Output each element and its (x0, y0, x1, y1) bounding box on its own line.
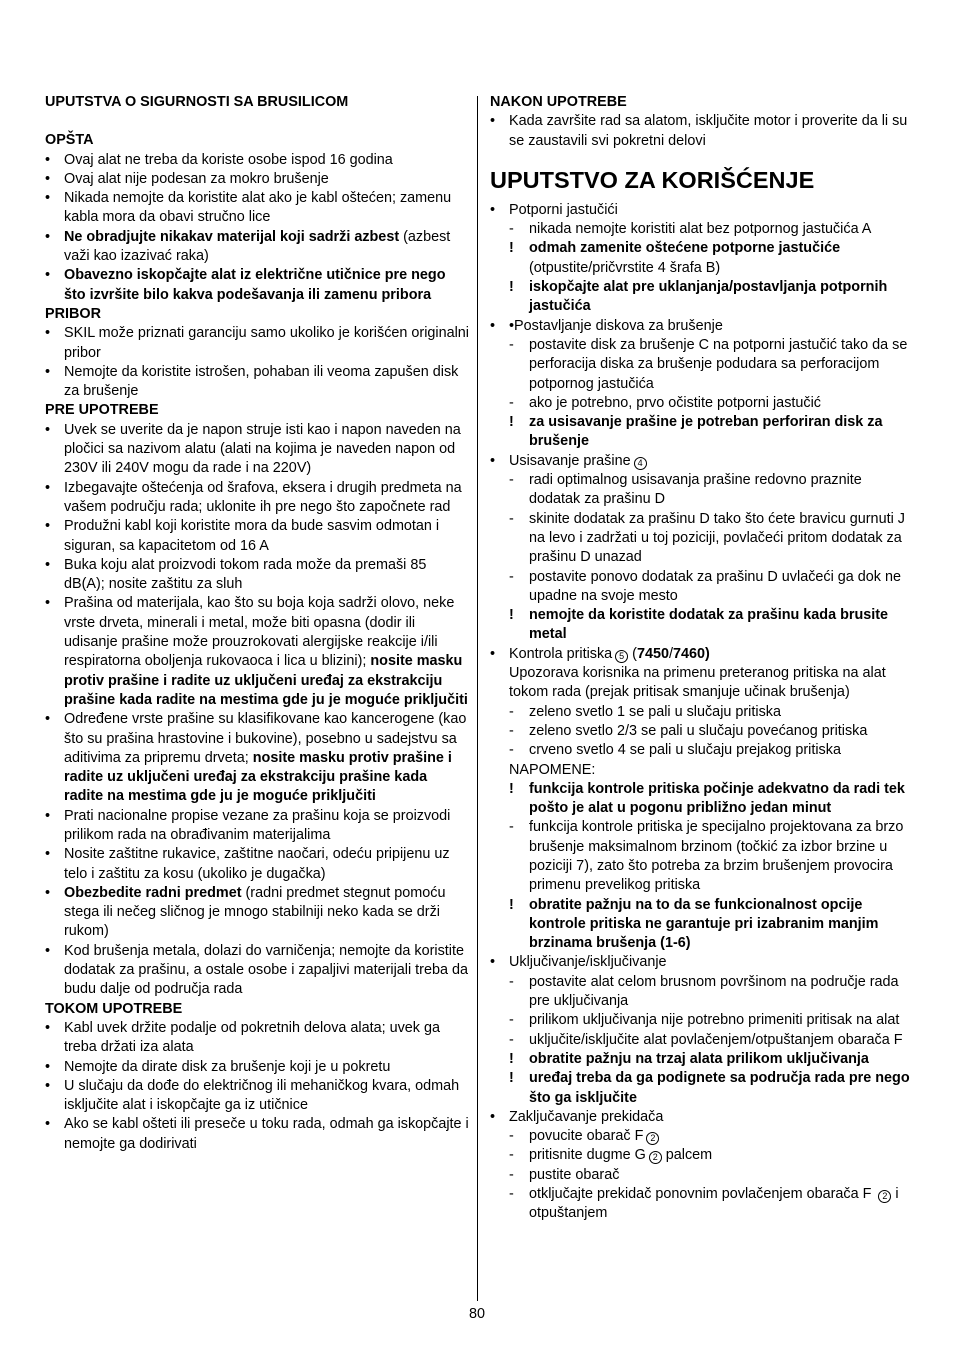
text-segment: Ovaj alat ne treba da koriste osobe ispod 16 godina (64, 151, 393, 168)
bullet-marker: • (45, 1077, 51, 1094)
dash-marker: - (509, 1186, 514, 1203)
warning-marker: ! (509, 607, 514, 624)
bullet-marker: • (45, 884, 51, 901)
text-segment: Uvek se uverite da je napon struje isti kao i napon naveden na pločici sa nazivom alatu (alati na kojima je naveden napon od 230V ili 240V mogu da rade i na 220V) (64, 421, 461, 477)
figure-ref-icon: 4 (634, 457, 647, 470)
main-title: UPUTSTVO ZA KORIŠĆENJE (490, 166, 815, 193)
bullet-marker: • (45, 518, 51, 535)
warning-item (490, 239, 914, 278)
text-segment: uređaj treba da ga podignete sa područja rada pre nego što ga isključite (529, 1070, 910, 1106)
text-segment: 7460) (673, 645, 710, 662)
bullet-marker: • (45, 421, 51, 438)
bullet-item (490, 201, 914, 220)
text-segment: Potporni jastučići (509, 201, 618, 218)
bullet-item (45, 807, 469, 846)
sub-item (490, 394, 914, 413)
text-segment: Kabl uvek držite podalje od pokretnih delova alata; uvek ga treba držati iza alata (64, 1019, 441, 1056)
sub-item (490, 1146, 914, 1165)
section-heading: PRE UPOTREBE (45, 402, 159, 419)
warning-marker: ! (509, 1050, 514, 1067)
text-segment: U slučaju da dođe do električnog ili mehaničkog kvara, odmah isključite alat i iskopčajte ga iz utičnice (64, 1077, 460, 1114)
warning-item (490, 896, 914, 954)
section-heading: PRIBOR (45, 305, 101, 322)
text-segment: za usisavanje prašine je potreban perforiran disk za brušenje (529, 414, 883, 450)
text-segment: nosite masku protiv prašine i radite uz uključeni uređaj za ekstrakciju prašine kada radite na mestima gde ju je moguće priključiti (64, 653, 468, 708)
bullet-item (490, 112, 914, 151)
bullet-marker: • (45, 1019, 51, 1036)
text-segment: NAPOMENE: (509, 761, 596, 778)
sub-item (490, 510, 914, 568)
text-segment: Kada završite rad sa alatom, isključite motor i proverite da li su se zaustavili svi pokretni delovi (509, 113, 908, 149)
text-segment: funkcija kontrole pritiska je specijalno projektovana za brzo brušenje maksimalnom brzinom (točkić za izbor brzine u poziciji 7), zato što potreba za brzim brušenjem provocira primenu prevelikog pritiska (529, 819, 904, 894)
text-segment: Izbegavajte oštećenja od šrafova, eksera i drugih predmeta na vašem području rada; uklonite ih pre nego što započnete rad (64, 479, 462, 515)
bullet-marker: • (490, 452, 496, 469)
text-segment: prilikom uključivanja nije potrebno primeniti pritisak na alat (529, 1012, 900, 1029)
left-column (45, 93, 469, 1154)
bullet-marker: • (490, 317, 496, 334)
figure-ref-icon: 2 (646, 1132, 659, 1145)
bullet-item (490, 1108, 914, 1127)
text-segment: crveno svetlo 4 se pali u slučaju prejakog pritiska (529, 742, 841, 759)
bullet-item (45, 710, 469, 806)
sub-item (490, 703, 914, 722)
text-segment: SKIL može priznati garanciju samo ukoliko je korišćen originalni pribor (64, 325, 469, 361)
sub-item (490, 973, 914, 1012)
section-heading: OPŠTA (45, 132, 94, 149)
bullet-item (45, 170, 469, 189)
bullet-marker: • (490, 201, 496, 218)
bullet-marker: • (490, 113, 496, 130)
bullet-marker: • (45, 267, 51, 284)
bullet-item (45, 266, 469, 305)
sub-item (490, 1166, 914, 1185)
sub-item (490, 818, 914, 895)
bullet-item (45, 1077, 469, 1116)
bullet-marker: • (45, 1116, 51, 1133)
text-segment: povucite obarač F (529, 1128, 644, 1145)
text-segment: zeleno svetlo 2/3 se pali u slučaju povećanog pritiska (529, 722, 868, 739)
bullet-item (45, 845, 469, 884)
bullet-marker: • (45, 595, 51, 612)
bullet-item (490, 317, 914, 336)
text-segment: nikada nemojte koristiti alat bez potpornog jastučića A (529, 221, 872, 238)
bullet-item (45, 1058, 469, 1077)
text-segment: odmah zamenite oštećene potporne jastučiće (529, 240, 841, 257)
text-segment: i otpuštanjem (529, 1186, 899, 1222)
bullet-marker: • (45, 325, 51, 342)
text-segment: pustite obarač (529, 1166, 620, 1183)
bullet-marker: • (45, 170, 51, 187)
text-segment: postavite alat celom brusnom površinom na područje rada pre uključivanja (529, 973, 899, 1010)
bullet-marker: • (45, 846, 51, 863)
text-segment: Ne obradjujte nikakav materijal koji sadrži azbest (64, 228, 400, 245)
text-segment: Produžni kabl koji koristite mora da bude sasvim odmotan i siguran, sa kapacitetom od 16 A (64, 518, 440, 554)
text-segment: Kontrola pritiska (509, 645, 613, 662)
dash-marker: - (509, 1012, 514, 1029)
bullet-marker: • (45, 151, 51, 168)
warning-item (490, 1069, 914, 1108)
paragraph (490, 664, 914, 703)
bullet-marker: • (45, 711, 51, 728)
bullet-marker: • (490, 954, 496, 971)
text-segment: Nosite zaštitne rukavice, zaštitne naočari, odeću pripijenu uz telo i zaštitu za kosu (ukoliko je dugačka) (64, 846, 450, 882)
bullet-item (45, 594, 469, 710)
dash-marker: - (509, 472, 514, 489)
spacer (45, 112, 469, 131)
text-segment: Kod brušenja metala, dolazi do varničenja; nemojte da koristite dodatak za prašinu, a ostale osobe i zapaljivi materijali treba da budu dalje od područja rada (64, 942, 468, 998)
column-divider (477, 96, 478, 1301)
page-number: 80 (468, 1306, 485, 1322)
text-segment: Ako se kabl ošteti ili preseče u toku rada, odmah ga iskopčajte i nemojte ga dodirivati (64, 1116, 469, 1152)
warning-item (490, 413, 914, 452)
text-segment: radi optimalnog usisavanja prašine redovno praznite dodatak za prašinu D (529, 472, 862, 508)
text-segment: (radni predmet stegnut pomoću stega ili nečeg sličnog je mnogo stabilniji neko kada se drži rukom) (64, 884, 446, 940)
sub-item (490, 722, 914, 741)
dash-marker: - (509, 742, 514, 759)
bullet-item (45, 363, 469, 402)
bullet-item (45, 421, 469, 479)
text-segment: Prašina od materijala, kao što su boja koja sadrži olovo, neke vrste drveta, minerali i metal, može biti opasna (dodir ili udisanje prašine može prouzrokovati alergijske reakcije i/ili respiratorna oboljenja rukovaoca i lica u blizini); (64, 595, 455, 670)
warning-item (490, 1050, 914, 1069)
text-segment: Usisavanje prašine (509, 452, 631, 469)
text-segment: iskopčajte alat pre uklanjanja/postavljanja potpornih jastučića (529, 279, 888, 315)
figure-ref-icon: 2 (649, 1151, 662, 1164)
bullet-marker: • (45, 190, 51, 207)
warning-marker: ! (509, 1070, 514, 1087)
bullet-marker: • (45, 363, 51, 380)
warning-marker: ! (509, 279, 514, 296)
dash-marker: - (509, 1147, 514, 1164)
bullet-item (45, 884, 469, 942)
bullet-item (490, 645, 914, 664)
bullet-marker: • (45, 556, 51, 573)
text-segment: Nikada nemojte da koristite alat ako je kabl oštećen; zamenu kabla mora da obavi stručno lice (64, 190, 452, 226)
warning-item (490, 780, 914, 819)
text-segment: zeleno svetlo 1 se pali u slučaju pritiska (529, 703, 781, 720)
sub-item (490, 1127, 914, 1146)
warning-marker: ! (509, 896, 514, 913)
dash-marker: - (509, 1166, 514, 1183)
figure-ref-icon: 5 (615, 650, 628, 663)
text-segment: postavite ponovo dodatak za prašinu D uvlačeći ga dok ne upadne na svoje mesto (529, 568, 901, 604)
text-segment: uključite/isključite alat povlačenjem/otpuštanjem obarača F (529, 1031, 903, 1048)
sub-item (490, 471, 914, 510)
bullet-marker: • (45, 228, 51, 245)
dash-marker: - (509, 973, 514, 990)
dash-marker: - (509, 510, 514, 527)
bullet-marker: • (490, 1108, 496, 1125)
bullet-item (45, 151, 469, 170)
text-segment: obratite pažnju na to da se funkcionalnost opcije kontrole pritiska ne garantuje pri izabranim manjim brzinama brušenja (1-6) (529, 896, 879, 952)
text-segment: 7450 (636, 645, 669, 662)
sub-item (490, 568, 914, 607)
paragraph (490, 761, 914, 780)
text-segment: (azbest važi kao izazivać raka) (64, 228, 451, 265)
bullet-marker: • (45, 942, 51, 959)
dash-marker: - (509, 1031, 514, 1048)
bullet-item (45, 1115, 469, 1154)
sub-item (490, 220, 914, 239)
text-segment: palcem (661, 1147, 713, 1164)
bullet-item (45, 556, 469, 595)
section-heading: UPUTSTVA O SIGURNOSTI SA BRUSILICOM (45, 94, 349, 110)
warning-marker: ! (509, 240, 514, 257)
text-segment: Prati nacionalne propise vezane za prašinu koja se proizvodi prilikom rada na obrađivanim materijalima (64, 807, 451, 843)
section-heading: TOKOM UPOTREBE (45, 1000, 183, 1017)
dash-marker: - (509, 221, 514, 238)
figure-ref-icon: 2 (878, 1190, 891, 1203)
dash-marker: - (509, 568, 514, 585)
sub-item (490, 741, 914, 760)
text-segment: otključajte prekidač ponovnim povlačenjem obarača F (529, 1186, 876, 1203)
text-segment: Uključivanje/isključivanje (509, 954, 667, 971)
text-segment: postavite disk za brušenje C na potporni jastučić tako da se perforacija diska za brušenje podudara sa perforacijom potpornog jastučića (529, 336, 908, 392)
bullet-marker: • (45, 1058, 51, 1075)
bullet-item (45, 1019, 469, 1058)
dash-marker: - (509, 1128, 514, 1145)
sub-item (490, 336, 914, 394)
bullet-item (490, 452, 914, 471)
right-column (490, 93, 914, 1224)
text-segment: ako je potrebno, prvo očistite potporni jastučić (529, 394, 821, 411)
text-segment: Upozorava korisnika na primenu preteranog pritiska na alat tokom rada (prejak pritisak smanjuje učinak brušenja) (509, 665, 886, 701)
text-segment: Obavezno iskopčajte alat iz električne utičnice pre nego što izvršite bilo kakva podešavanja ili zamenu pribora (64, 267, 446, 303)
section-heading: NAKON UPOTREBE (490, 94, 627, 110)
sub-item (490, 1185, 914, 1224)
dash-marker: - (509, 722, 514, 739)
text-segment: nemojte da koristite dodatak za prašinu kada brusite metal (529, 607, 889, 643)
bullet-item (45, 479, 469, 518)
sub-item (490, 1031, 914, 1050)
sub-item (490, 1011, 914, 1030)
bullet-item (490, 953, 914, 972)
bullet-item (45, 189, 469, 228)
text-segment: •Postavljanje diskova za brušenje (509, 317, 723, 334)
text-segment: / (669, 645, 673, 662)
text-segment: obratite pažnju na trzaj alata prilikom uključivanja (529, 1050, 869, 1067)
bullet-item (45, 942, 469, 1000)
text-segment: Određene vrste prašine su klasifikovane kao kancerogene (kao što su prašina hrastovine i bukovine), posebno u sadejstvu sa aditivima za pripremu drveta; (64, 711, 467, 766)
dash-marker: - (509, 819, 514, 836)
text-segment: Ovaj alat nije podesan za mokro brušenje (64, 170, 329, 187)
warning-item (490, 606, 914, 645)
bullet-item (45, 228, 469, 267)
warning-marker: ! (509, 780, 514, 797)
text-segment: funkcija kontrole pritiska počinje adekvatno da radi tek pošto je alat u pogonu približno jedan minut (529, 780, 905, 817)
text-segment: nosite masku protiv prašine i radite uz uključeni uređaj za ekstrakciju prašine kada radite na mestima gde ju je moguće priključiti (64, 749, 452, 805)
text-segment: (otpustite/pričvrstite 4 šrafa B) (529, 259, 721, 276)
dash-marker: - (509, 336, 514, 353)
text-segment: skinite dodatak za prašinu D tako što ćete bravicu gurnuti J na levo i zadržati u toj poziciji, povlačeći pritom dodatak za prašinu D unazad (529, 510, 905, 566)
text-segment: ( (628, 645, 637, 662)
text-segment: Obezbedite radni predmet (64, 884, 242, 901)
bullet-marker: • (490, 645, 496, 662)
dash-marker: - (509, 703, 514, 720)
dash-marker: - (509, 394, 514, 411)
text-segment: Nemojte da koristite istrošen, pohaban ili veoma zapušen disk za brušenje (64, 363, 459, 400)
warning-item (490, 278, 914, 317)
bullet-item (45, 324, 469, 363)
text-segment: Nemojte da dirate disk za brušenje koji je u pokretu (64, 1058, 391, 1075)
bullet-item (45, 517, 469, 556)
text-segment: pritisnite dugme G (529, 1147, 646, 1164)
text-segment: Zaključavanje prekidača (509, 1108, 664, 1125)
warning-marker: ! (509, 414, 514, 431)
text-segment: Buka koju alat proizvodi tokom rada može da premaši 85 dB(A); nosite zaštitu za sluh (64, 556, 427, 593)
bullet-marker: • (45, 479, 51, 496)
bullet-marker: • (45, 807, 51, 824)
